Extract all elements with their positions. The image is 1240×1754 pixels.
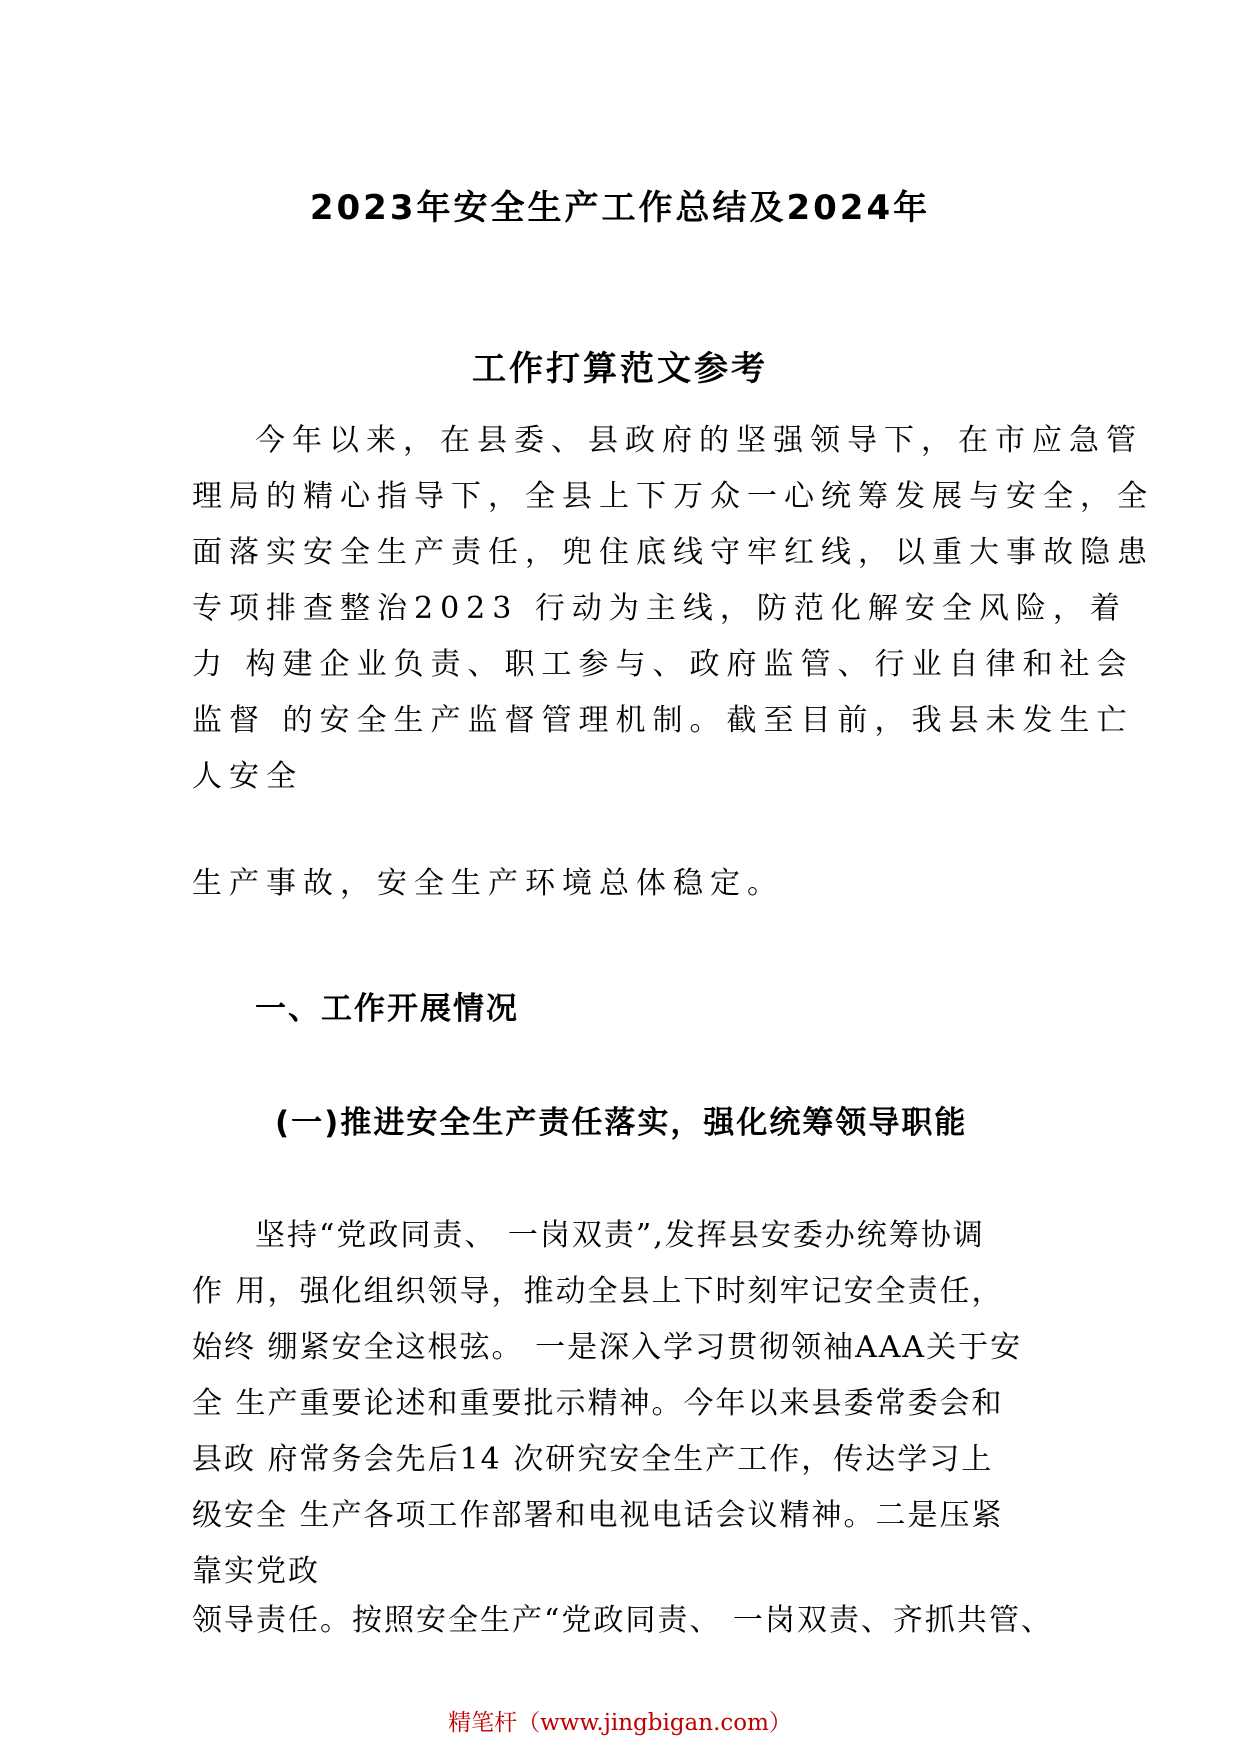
paragraph-line: 靠实党政 <box>192 1554 320 1589</box>
section-paragraph <box>192 1208 1052 1600</box>
paragraph-line: 坚持“党政同责、 一岗双责”,发挥县安委办统筹协调 <box>255 1218 985 1253</box>
intro-line: 面落实安全生产责任，兜住底线守牢红线，以重大事故隐患 <box>192 535 1154 570</box>
intro-tail-line: 生产事故，安全生产环境总体稳定。 <box>192 866 784 901</box>
intro-line: 今年以来，在县委、县政府的坚强领导下，在市应急管 <box>255 423 1143 458</box>
paragraph-line: 全 生产重要论述和重要批示精神。今年以来县委常委会和 <box>192 1386 1004 1421</box>
intro-line: 监督 的安全生产监督管理机制。截至目前，我县未发生亡 <box>192 703 1134 738</box>
subsection-heading: (一)推进安全生产责任落实，强化统筹领导职能 <box>275 1105 968 1141</box>
paragraph-line: 级安全 生产各项工作部署和电视电话会议精神。二是压紧 <box>192 1498 1004 1533</box>
intro-paragraph-tail <box>192 856 1052 912</box>
document-title-line-1: 2023年安全生产工作总结及2024年 <box>309 188 931 228</box>
intro-line: 人安全 <box>192 759 303 794</box>
intro-line: 力 构建企业负责、职工参与、政府监管、行业自律和社会 <box>192 647 1134 682</box>
document-title-line-2: 工作打算范文参考 <box>472 349 768 389</box>
paragraph-line: 始终 绷紧安全这根弦。 一是深入学习贯彻领袖AAA关于安 <box>192 1330 1023 1365</box>
paragraph-line: 作 用，强化组织领导，推动全县上下时刻牢记安全责任， <box>192 1274 1004 1309</box>
paragraph-tail-line: 领导责任。按照安全生产“党政同责、 一岗双责、齐抓共管、 <box>192 1603 1053 1638</box>
intro-line: 理局的精心指导下，全县上下万众一心统筹发展与安全，全 <box>192 479 1154 514</box>
intro-paragraph <box>192 413 1154 805</box>
paragraph-line: 县政 府常务会先后14 次研究安全生产工作，传达学习上 <box>192 1442 994 1477</box>
intro-line: 专项排查整治2023 行动为主线，防范化解安全风险，着 <box>192 591 1127 626</box>
section-paragraph-tail <box>192 1593 1052 1649</box>
section-heading: 一、工作开展情况 <box>255 991 519 1027</box>
footer-watermark: 精笔杆（www.jingbigan.com） <box>448 1710 792 1736</box>
